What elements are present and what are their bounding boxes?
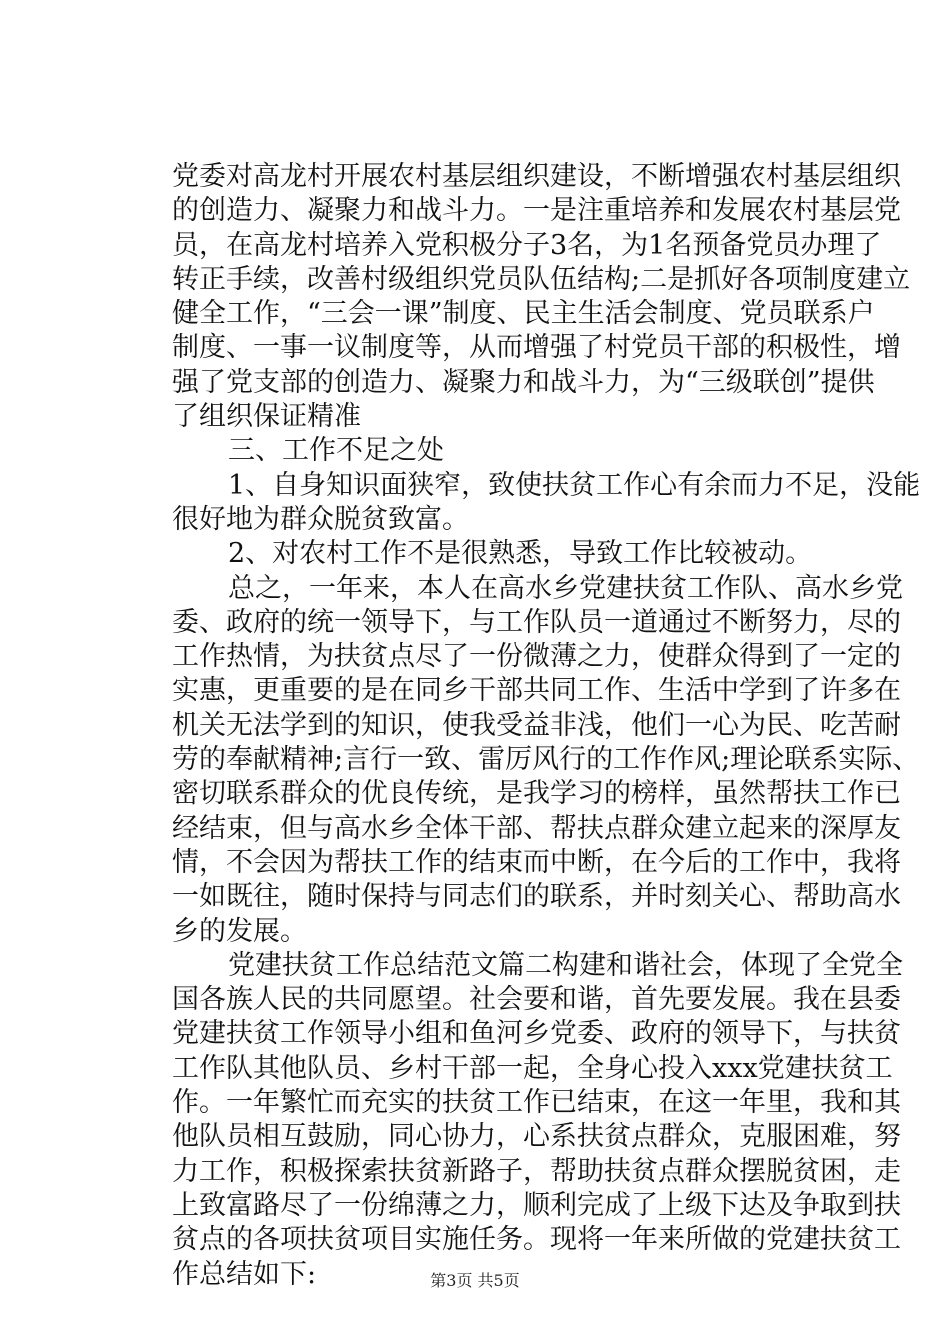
text-line: 作。一年繁忙而充实的扶贫工作已结束，在这一年里，我和其 bbox=[172, 1087, 901, 1119]
text-line: 国各族人民的共同愿望。社会要和谐，首先要发展。我在县委 bbox=[172, 984, 901, 1016]
text-line: 很好地为群众脱贫致富。 bbox=[172, 503, 469, 535]
text-line: 工作队其他队员、乡村干部一起，全身心投入xxx党建扶贫工 bbox=[172, 1052, 893, 1084]
text-line: 工作热情，为扶贫点尽了一份微薄之力，使群众得到了一定的 bbox=[172, 641, 901, 673]
text-line: 作总结如下: bbox=[172, 1258, 317, 1290]
text-line: 他队员相互鼓励，同心协力，心系扶贫点群众，克服困难，努 bbox=[172, 1121, 901, 1153]
text-line: 党建扶贫工作总结范文篇二构建和谐社会，体现了全党全 bbox=[228, 949, 903, 981]
document-body bbox=[172, 160, 921, 1292]
text-line: 健全工作，“三会一课”制度、民主生活会制度、党员联系户 bbox=[172, 298, 875, 330]
text-line: 乡的发展。 bbox=[172, 915, 307, 947]
text-line: 密切联系群众的优良传统，是我学习的榜样，虽然帮扶工作已 bbox=[172, 778, 901, 810]
text-line: 的创造力、凝聚力和战斗力。一是注重培养和发展农村基层党 bbox=[172, 195, 901, 227]
text-line: 转正手续，改善村级组织党员队伍结构;二是抓好各项制度建立 bbox=[172, 263, 911, 295]
text-line: 总之，一年来，本人在高水乡党建扶贫工作队、高水乡党 bbox=[228, 572, 903, 604]
text-line: 劳的奉献精神;言行一致、雷厉风行的工作作风;理论联系实际、 bbox=[172, 744, 920, 776]
text-line: 情，不会因为帮扶工作的结束而中断，在今后的工作中，我将 bbox=[172, 846, 901, 878]
text-line: 经结束，但与高水乡全体干部、帮扶点群众建立起来的深厚友 bbox=[172, 812, 901, 844]
text-line: 党委对高龙村开展农村基层组织建设，不断增强农村基层组织 bbox=[172, 161, 901, 192]
text-line: 2、对农村工作不是很熟悉，导致工作比较被动。 bbox=[228, 538, 813, 570]
text-line: 上致富路尽了一份绵薄之力，顺利完成了上级下达及争取到扶 bbox=[172, 1189, 901, 1221]
page-footer: 第3页 共5页 bbox=[430, 1271, 520, 1290]
text-line: 机关无法学到的知识，使我受益非浅，他们一心为民、吃苦耐 bbox=[172, 709, 901, 741]
text-line: 一如既往，随时保持与同志们的联系，并时刻关心、帮助高水 bbox=[172, 881, 901, 913]
text-line: 强了党支部的创造力、凝聚力和战斗力，为“三级联创”提供 bbox=[172, 366, 875, 398]
text-line: 了组织保证精准 bbox=[172, 401, 361, 433]
text-line: 贫点的各项扶贫项目实施任务。现将一年来所做的党建扶贫工 bbox=[172, 1224, 901, 1256]
text-line: 三、工作不足之处 bbox=[228, 435, 444, 467]
text-line: 委、政府的统一领导下，与工作队员一道通过不断努力，尽的 bbox=[172, 606, 901, 638]
text-line: 制度、一事一议制度等，从而增强了村党员干部的积极性，增 bbox=[172, 332, 901, 364]
text-line: 实惠，更重要的是在同乡干部共同工作、生活中学到了许多在 bbox=[172, 675, 901, 707]
text-line: 力工作，积极探索扶贫新路子，帮助扶贫点群众摆脱贫困，走 bbox=[172, 1155, 901, 1187]
text-line: 党建扶贫工作领导小组和鱼河乡党委、政府的领导下，与扶贫 bbox=[172, 1018, 901, 1050]
text-line: 员，在高龙村培养入党积极分子3名，为1名预备党员办理了 bbox=[172, 229, 882, 261]
text-line: 1、自身知识面狭窄，致使扶贫工作心有余而力不足，没能 bbox=[228, 469, 921, 501]
